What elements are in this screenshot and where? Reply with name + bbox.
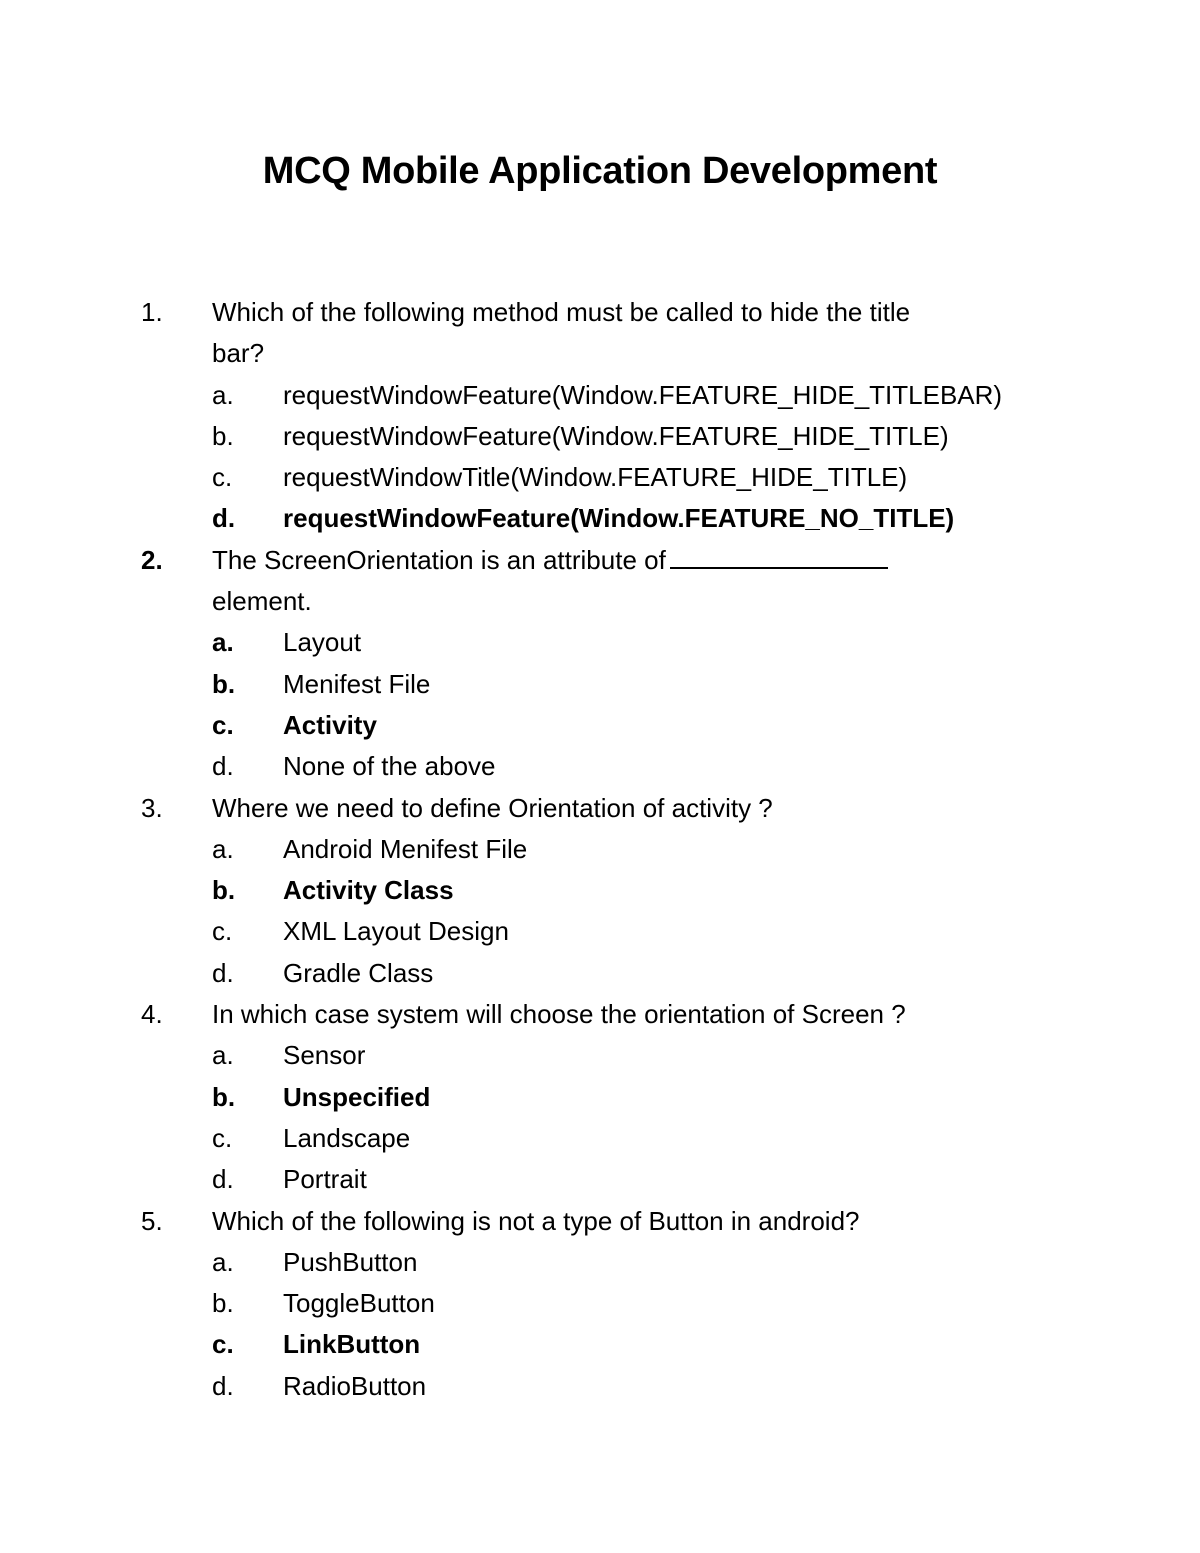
option-text: Android Menifest File (283, 833, 528, 864)
option-row (0, 746, 1200, 787)
question-text-wrapper (212, 994, 906, 1035)
option-letter: d. (212, 751, 234, 782)
option-text: Layout (283, 627, 362, 658)
option-text: requestWindowFeature(Window.FEATURE_HIDE_TITLEBAR) (283, 379, 1003, 410)
option-row (0, 1118, 1200, 1159)
option-row (0, 1366, 1200, 1407)
option-row (0, 664, 1200, 705)
question-text: In which case system will choose the orientation of Screen ? (212, 999, 906, 1030)
question-row (0, 292, 1200, 333)
option-letter: c. (212, 1329, 234, 1360)
option-row (0, 498, 1200, 539)
option-row (0, 375, 1200, 416)
option-letter: a. (212, 833, 234, 864)
option-text: ToggleButton (283, 1288, 435, 1319)
question-text-wrapper (212, 333, 264, 374)
option-text: XML Layout Design (283, 916, 509, 947)
question-text-wrapper (212, 788, 773, 829)
option-row (0, 1283, 1200, 1324)
option-row (0, 705, 1200, 746)
question-number: 1. (141, 297, 163, 327)
option-text-correct-answer: Activity Class (283, 875, 454, 906)
option-text-correct-answer: requestWindowFeature(Window.FEATURE_NO_TITLE) (283, 503, 955, 534)
option-text: Portrait (283, 1164, 367, 1195)
question-number: 4. (141, 999, 163, 1030)
question-row-continued (0, 581, 1200, 622)
option-row (0, 1035, 1200, 1076)
fill-in-blank-line (670, 543, 888, 569)
option-letter: c. (212, 462, 233, 493)
option-text: Menifest File (283, 668, 431, 699)
question-number: 2. (141, 544, 163, 575)
option-text: requestWindowTitle(Window.FEATURE_HIDE_TITLE) (283, 462, 908, 493)
option-row (0, 457, 1200, 498)
option-letter: b. (212, 1288, 234, 1319)
question-row (0, 540, 1200, 581)
option-text: PushButton (283, 1246, 418, 1277)
option-letter: a. (212, 1040, 234, 1071)
option-row (0, 622, 1200, 663)
option-text: Gradle Class (283, 957, 434, 988)
option-text: None of the above (283, 751, 496, 782)
option-letter: c. (212, 709, 234, 740)
option-letter: c. (212, 916, 233, 947)
option-row (0, 953, 1200, 994)
option-row (0, 870, 1200, 911)
option-row (0, 1242, 1200, 1283)
option-row (0, 1077, 1200, 1118)
option-row (0, 829, 1200, 870)
question-text: Which of the following is not a type of Button in android? (212, 1205, 860, 1236)
question-row (0, 994, 1200, 1035)
option-letter: d. (212, 1370, 234, 1401)
option-letter: b. (212, 875, 236, 906)
question-number: 5. (141, 1205, 163, 1236)
option-text-correct-answer: LinkButton (283, 1329, 421, 1360)
option-letter: b. (212, 420, 234, 451)
question-text-wrapper (212, 1201, 860, 1242)
question-list (0, 292, 1200, 1407)
option-row (0, 911, 1200, 952)
question-row-continued (0, 333, 1200, 374)
option-text: RadioButton (283, 1370, 427, 1401)
question-row (0, 788, 1200, 829)
option-letter: d. (212, 1164, 234, 1195)
option-row (0, 1324, 1200, 1365)
question-text: Where we need to define Orientation of activity ? (212, 792, 773, 823)
option-row (0, 416, 1200, 457)
option-letter: b. (212, 1081, 236, 1112)
question-text-wrapper (212, 292, 910, 333)
option-text-correct-answer: Unspecified (283, 1081, 431, 1112)
question-text: bar? (212, 338, 265, 369)
question-text-wrapper (212, 540, 888, 581)
option-letter: a. (212, 1246, 234, 1277)
question-text: Which of the following method must be called to hide the title (212, 297, 911, 327)
question-row (0, 1201, 1200, 1242)
question-text: element. (212, 586, 312, 617)
option-letter: c. (212, 1122, 233, 1153)
option-letter: b. (212, 668, 236, 699)
document-title: MCQ Mobile Application Development (262, 150, 938, 192)
option-letter: a. (212, 379, 234, 410)
option-text: requestWindowFeature(Window.FEATURE_HIDE_TITLE) (283, 420, 949, 451)
question-number: 3. (141, 792, 163, 823)
question-text: The ScreenOrientation is an attribute of (212, 544, 666, 575)
option-letter: d. (212, 503, 236, 534)
option-letter: d. (212, 957, 234, 988)
option-letter: a. (212, 627, 234, 658)
option-text: Landscape (283, 1122, 411, 1153)
option-text: Sensor (283, 1040, 366, 1071)
option-text-correct-answer: Activity (283, 709, 377, 740)
question-text-wrapper (212, 581, 312, 622)
option-row (0, 1159, 1200, 1200)
